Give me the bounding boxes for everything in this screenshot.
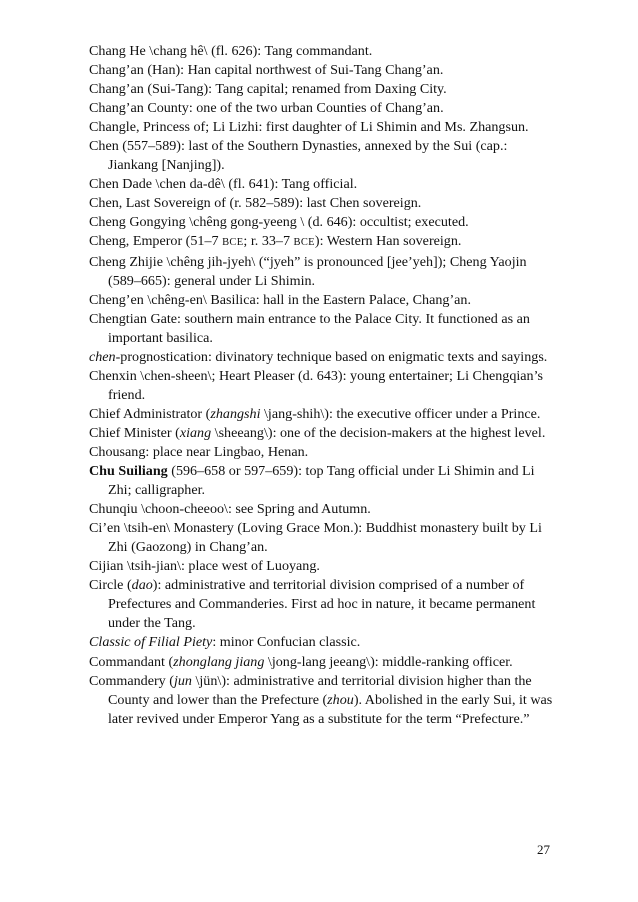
glossary-entry	[89, 653, 559, 672]
entry-text: Chen Dade \chen da-dê\ (fl. 641): Tang official.	[89, 176, 358, 193]
glossary-entry	[89, 462, 559, 500]
italic-term: xiang	[179, 424, 212, 441]
glossary-entry	[89, 405, 559, 424]
entry-text: Chousang: place near Lingbao, Henan.	[89, 443, 309, 460]
italic-term: zhonglang jiang	[173, 653, 265, 670]
entry-text: Chenxin \chen-sheen\; Heart Pleaser (d. 643): young entertainer; Li Chengqian’s friend.	[89, 367, 544, 403]
glossary-entry	[89, 310, 559, 348]
glossary-entry	[89, 557, 559, 576]
glossary-entry	[89, 194, 559, 213]
entry-text: Cheng Zhijie \chêng jih-jyeh\ (“jyeh” is pronounced [jee’yeh]); Cheng Yaojin (589–665): general under Li Shimin.	[89, 253, 527, 289]
entry-text: -prognostication: divinatory technique based on enigmatic texts and sayings.	[115, 348, 548, 365]
entry-text: Cheng, Emperor (51–7	[89, 233, 223, 250]
glossary-entry	[89, 175, 559, 194]
entry-text: ): Western Han sovereign.	[314, 233, 462, 250]
glossary-entry	[89, 291, 559, 310]
glossary-entry	[89, 672, 559, 729]
entry-text: \jang-shih\): the executive officer under a Prince.	[260, 405, 541, 422]
entry-text: Commandant (	[89, 653, 174, 670]
glossary-entry	[89, 99, 559, 118]
italic-term: zhou	[327, 691, 354, 708]
small-caps-text: BCE	[293, 237, 315, 249]
glossary-entry	[89, 42, 559, 61]
glossary-entry-list	[89, 42, 559, 729]
small-caps-text: BCE	[222, 237, 244, 249]
italic-term: zhangshi	[210, 405, 261, 422]
glossary-entry	[89, 253, 559, 291]
glossary-entry	[89, 367, 559, 405]
entry-text: Chen (557–589): last of the Southern Dynasties, annexed by the Sui (cap.: Jiankang [Nanjing]).	[89, 138, 508, 174]
entry-text: Chang’an (Sui-Tang): Tang capital; renamed from Daxing City.	[89, 81, 447, 98]
entry-text: \sheeang\): one of the decision-makers at the highest level.	[211, 424, 546, 441]
entry-text: Chunqiu \choon-cheeoo\: see Spring and Autumn.	[89, 501, 371, 518]
glossary-entry	[89, 118, 559, 137]
entry-text: Changle, Princess of; Li Lizhi: first daughter of Li Shimin and Ms. Zhangsun.	[89, 119, 529, 136]
glossary-entry	[89, 137, 559, 175]
glossary-entry	[89, 443, 559, 462]
entry-text: \jün\): administrative and territorial division higher than the County and lower than the Prefecture (	[108, 672, 532, 708]
entry-text: : minor Confucian classic.	[212, 634, 361, 651]
entry-text: (596–658 or 597–659): top Tang official under Li Shimin and Li Zhi; calligrapher.	[108, 463, 535, 499]
entry-text: ; r. 33–7	[243, 233, 294, 250]
glossary-entry	[89, 61, 559, 80]
italic-term: jun	[173, 672, 192, 689]
glossary-entry	[89, 576, 559, 633]
entry-text: Chang He \chang hê\ (fl. 626): Tang commandant.	[89, 43, 373, 59]
glossary-entry	[89, 633, 559, 652]
glossary-entry	[89, 213, 559, 232]
page-number: 27	[537, 842, 550, 857]
glossary-entry	[89, 80, 559, 99]
entry-text: Commandery (	[89, 672, 174, 689]
italic-term: dao	[131, 577, 153, 594]
entry-text: Ci’en \tsih-en\ Monastery (Loving Grace Mon.): Buddhist monastery built by Li Zhi (Gaozong) in Chang’an.	[89, 520, 542, 556]
entry-text: Cijian \tsih-jian\: place west of Luoyang.	[89, 558, 320, 575]
glossary-entry	[89, 348, 559, 367]
glossary-entry	[89, 232, 559, 252]
entry-text: Chengtian Gate: southern main entrance to the Palace City. It functioned as an important basilica.	[89, 310, 530, 346]
bold-term: Chu Suiliang	[89, 463, 168, 480]
entry-text: Chang’an County: one of the two urban Counties of Chang’an.	[89, 100, 444, 117]
italic-term: Classic of Filial Piety	[89, 634, 213, 651]
entry-text: ): administrative and territorial division comprised of a number of Prefectures and Commanderies. First ad hoc in nature, it became permanent under the Tang.	[108, 577, 536, 632]
entry-text: Chief Administrator (	[89, 405, 211, 422]
glossary-entry	[89, 519, 559, 557]
entry-text: Cheng’en \chêng-en\ Basilica: hall in the Eastern Palace, Chang’an.	[89, 291, 471, 308]
entry-text: Chen, Last Sovereign of (r. 582–589): last Chen sovereign.	[89, 195, 422, 212]
glossary-entry	[89, 500, 559, 519]
entry-text: Chang’an (Han): Han capital northwest of Sui-Tang Chang’an.	[89, 62, 444, 79]
entry-text: ). Abolished in the early Sui, it was later revived under Emperor Yang as a substitute for the term “Prefecture.”	[108, 691, 553, 727]
glossary-entry	[89, 424, 559, 443]
entry-text: Chief Minister (	[89, 424, 180, 441]
italic-term: chen	[89, 348, 116, 365]
entry-text: Circle (	[89, 577, 132, 594]
entry-text: \jong-lang jeeang\): middle-ranking officer.	[264, 653, 513, 670]
entry-text: Cheng Gongying \chêng gong-yeeng \ (d. 646): occultist; executed.	[89, 214, 469, 231]
